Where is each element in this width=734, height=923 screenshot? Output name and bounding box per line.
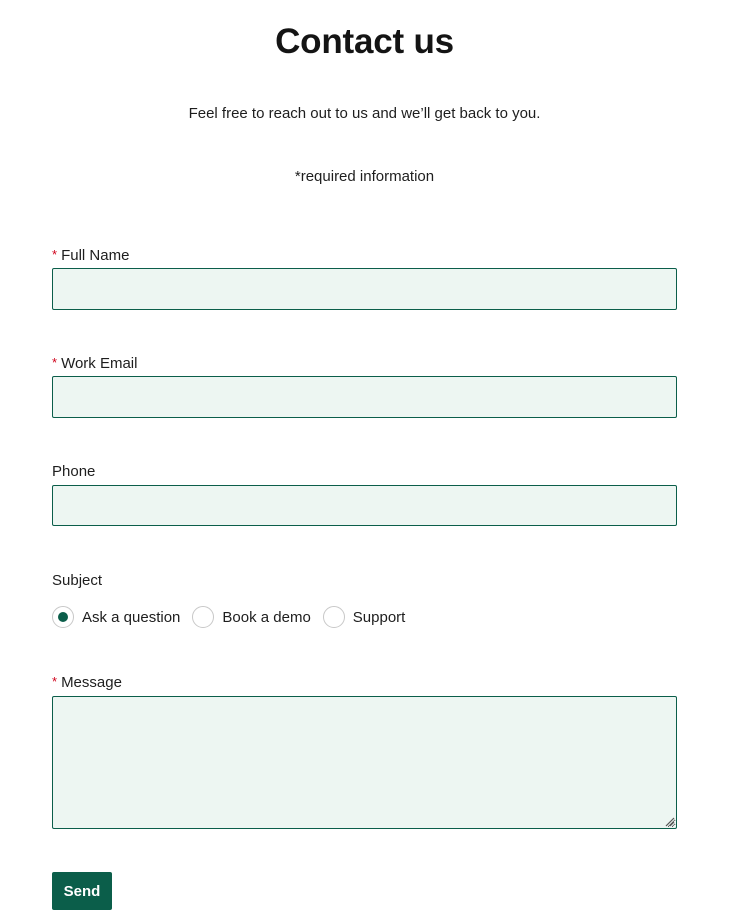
full-name-label [52,247,129,264]
subject-radio-group [52,605,417,629]
message-label [52,674,122,691]
radio-unchecked-icon[interactable] [323,606,345,628]
work-email-label [52,355,137,372]
radio-unchecked-icon[interactable] [192,606,214,628]
subject-option-book-a-demo[interactable] [192,606,310,628]
page-title: Contact us [275,22,454,61]
required-marker: * [52,355,58,370]
subject-option-label: Ask a question [82,608,181,626]
phone-label [52,463,95,480]
message-label-text: Message [61,674,122,691]
phone-label-text: Phone [52,463,96,480]
full-name-input[interactable] [52,268,677,310]
full-name-label-text: Full Name [61,247,130,264]
work-email-input[interactable] [52,376,677,418]
required-marker: * [52,674,58,689]
work-email-label-text: Work Email [61,355,138,372]
resize-grip-icon[interactable] [664,816,675,827]
phone-input[interactable] [52,485,677,526]
required-marker: * [52,247,58,262]
message-textarea[interactable] [52,696,677,829]
subject-option-label: Support [352,608,406,626]
radio-checked-icon[interactable] [52,606,74,628]
subject-label: Subject [52,572,103,589]
subject-option-label: Book a demo [222,608,311,626]
required-info-note: *required information [294,168,435,185]
page-subtitle: Feel free to reach out to us and we’ll get back to you. [188,105,541,122]
subject-option-ask-a-question[interactable] [52,606,180,628]
subject-option-support[interactable] [323,606,406,628]
send-button[interactable]: Send [52,872,112,910]
radio-dot [58,612,68,622]
